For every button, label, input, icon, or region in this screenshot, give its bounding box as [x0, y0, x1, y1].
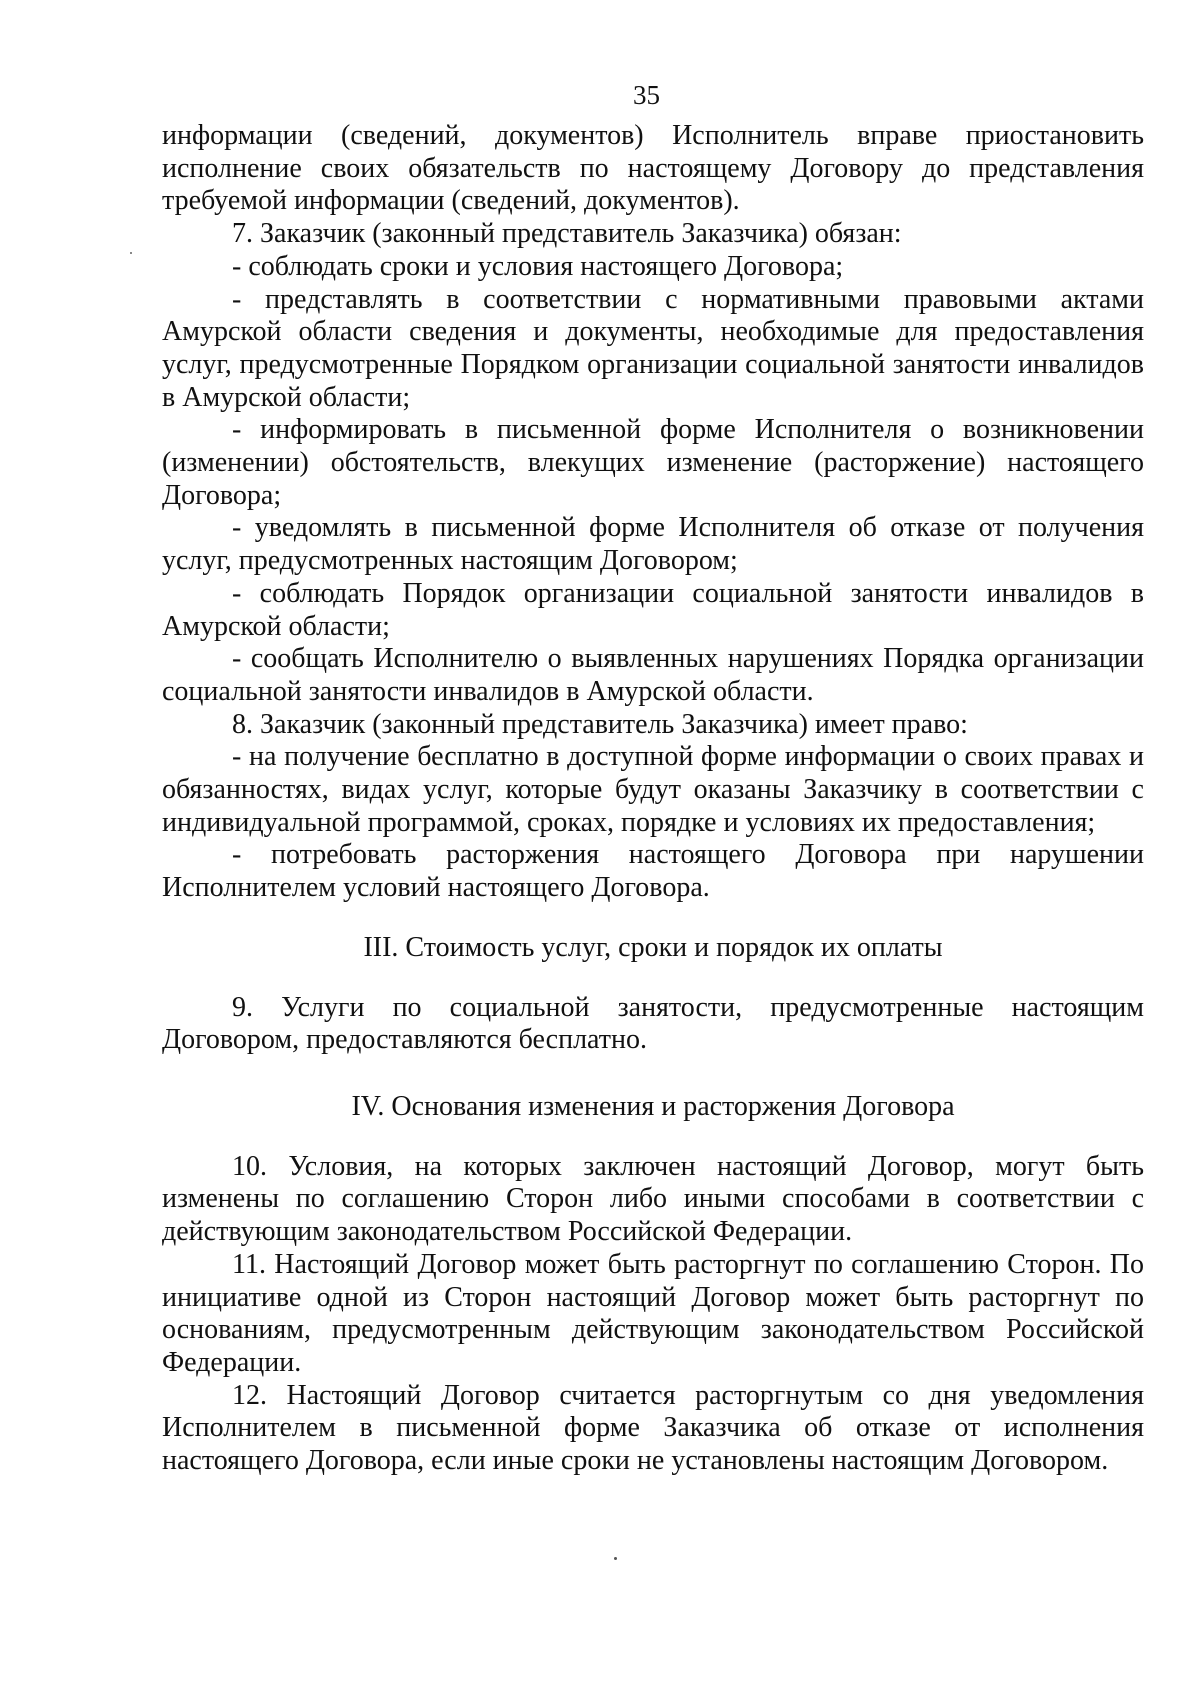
list-item: - информировать в письменной форме Исполнителя о возникновении (изменении) обстоятельств, влекущих изменение (расторжение) настоящего Договора; — [162, 414, 1144, 511]
list-item: - представлять в соответствии с нормативными правовыми актами Амурской области сведения и документы, необходимые для предоставления услуг, предусмотренные Порядком организации социальной занятости инвалидов в Амурской области; — [162, 283, 1144, 413]
section-3 — [162, 932, 1144, 1057]
clause-9: 9. Услуги по социальной занятости, предусмотренные настоящим Договором, предоставляются бесплатно. — [162, 991, 1144, 1056]
clause-11: 11. Настоящий Договор может быть расторгнут по соглашению Сторон. По инициативе одной из Сторон настоящий Договор может быть расторгнут по основаниям, предусмотренным действующим законодательством Российской Федерации. — [162, 1248, 1144, 1378]
clause-10: 10. Условия, на которых заключен настоящий Договор, могут быть изменены по соглашению Сторон либо иными способами в соответствии с действующим законодательством Российской Федерации. — [162, 1150, 1144, 1248]
scan-speck — [130, 252, 132, 254]
list-item: - сообщать Исполнителю о выявленных нарушениях Порядка организации социальной занятости инвалидов в Амурской области. — [162, 643, 1144, 707]
page-number: 35 — [633, 80, 660, 110]
document-body — [162, 120, 1144, 1478]
section-3-heading: III. Стоимость услуг, сроки и порядок их оплаты — [363, 931, 943, 963]
list-item: - потребовать расторжения настоящего Договора при нарушении Исполнителем условий настоящего Договора. — [162, 839, 1144, 904]
paragraph-continuation: информации (сведений, документов) Исполнитель вправе приостановить исполнение своих обязательств по настоящему Договору до представления требуемой информации (сведений, документов). — [162, 120, 1144, 217]
scan-speck — [614, 1557, 617, 1560]
list-item: - соблюдать сроки и условия настоящего Договора; — [232, 250, 844, 282]
clause-12: 12. Настоящий Договор считается расторгнутым со дня уведомления Исполнителем в письменной форме Заказчика об отказе от исполнения настоящего Договора, если иные сроки не установлены настоящим Договором. — [162, 1379, 1144, 1477]
section-4-heading: IV. Основания изменения и расторжения Договора — [351, 1090, 955, 1122]
list-item: - на получение бесплатно в доступной форме информации о своих правах и обязанностях, видах услуг, которые будут оказаны Заказчику в соответствии с индивидуальной программой, сроках, порядке и условиях их предоставления; — [162, 741, 1144, 838]
clause-7-title: 7. Заказчик (законный представитель Заказчика) обязан: — [232, 218, 902, 250]
section-4 — [162, 1091, 1144, 1478]
obligations-section — [162, 120, 1144, 905]
clause-8-title: 8. Заказчик (законный представитель Заказчика) имеет право: — [232, 708, 968, 740]
list-item: - уведомлять в письменной форме Исполнителя об отказе от получения услуг, предусмотренных настоящим Договором; — [162, 512, 1144, 577]
list-item: - соблюдать Порядок организации социальной занятости инвалидов в Амурской области; — [162, 577, 1144, 642]
